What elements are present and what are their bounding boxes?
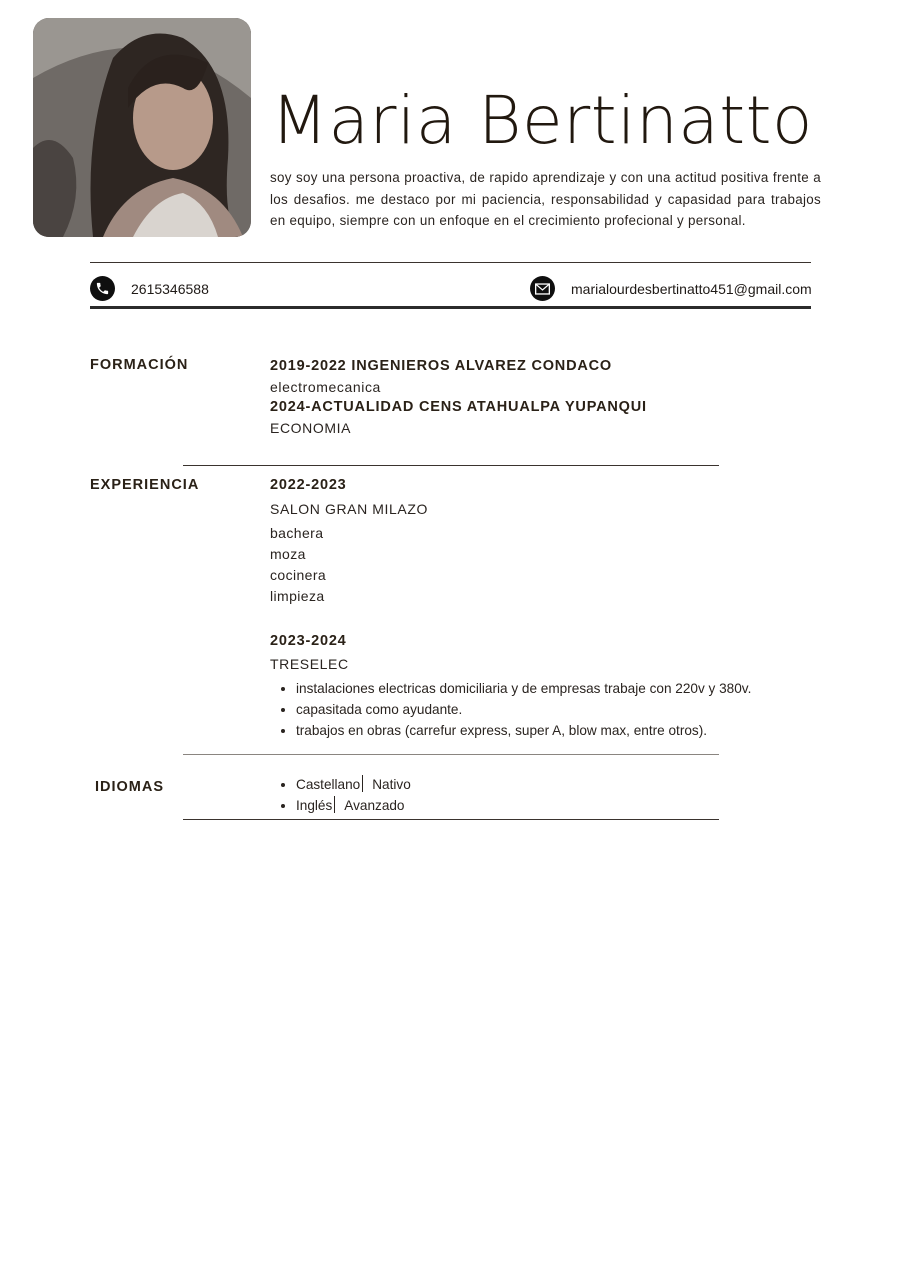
language-list (270, 774, 411, 816)
separator (334, 796, 335, 813)
job-bullet: • instalaciones electricas domiciliaria y de empresas trabaje con 220v y 380v. (296, 678, 751, 699)
divider (183, 819, 719, 820)
profile-photo (33, 18, 251, 237)
section-title-formacion: FORMACIÓN (90, 357, 189, 373)
divider (183, 754, 719, 755)
job-task: bachera (270, 525, 324, 541)
job-years: 2022-2023 (270, 477, 347, 493)
language-level: Nativo (372, 777, 411, 792)
job-bullet-list (270, 678, 751, 741)
education-entry-title: 2024-ACTUALIDAD CENS ATAHUALPA YUPANQUI (270, 399, 647, 415)
profile-summary: soy soy una persona proactiva, de rapido aprendizaje y con una actitud positiva frente a los desafios. me destaco por mi paciencia, responsabilidad y capasidad para trabajos en equipo, siempre con un enfoque en el crecimiento profecional y personal. (270, 170, 821, 228)
language-item (296, 795, 411, 816)
education-entry-subtitle: electromecanica (270, 379, 381, 395)
section-title-idiomas: IDIOMAS (95, 779, 165, 795)
language-item (296, 774, 411, 795)
education-entry-title: 2019-2022 INGENIEROS ALVAREZ CONDACO (270, 358, 612, 374)
job-task-list (270, 523, 326, 607)
language-name: Castellano (296, 777, 361, 792)
phone-number[interactable]: 2615346588 (131, 281, 209, 297)
education-entry-subtitle: ECONOMIA (270, 420, 352, 436)
separator (362, 775, 363, 792)
job-company: TRESELEC (270, 656, 349, 672)
candidate-name: Maria Bertinatto (271, 82, 813, 159)
language-level: Avanzado (344, 798, 405, 813)
job-bullet: • trabajos en obras (carrefur express, super A, blow max, entre otros). (296, 720, 751, 741)
divider (90, 262, 811, 263)
job-years: 2023-2024 (270, 633, 347, 649)
section-title-experiencia: EXPERIENCIA (90, 477, 200, 493)
phone-icon (90, 276, 115, 301)
divider (183, 465, 719, 466)
job-task: limpieza (270, 588, 325, 604)
job-bullet: • capasitada como ayudante. (296, 699, 751, 720)
divider-thick (90, 306, 811, 309)
job-task: cocinera (270, 567, 327, 583)
job-task: moza (270, 546, 306, 562)
email-address[interactable]: marialourdesbertinatto451@gmail.com (571, 281, 812, 297)
envelope-icon (530, 276, 555, 301)
job-company: SALON GRAN MILAZO (270, 501, 429, 517)
language-name: Inglés (296, 798, 333, 813)
